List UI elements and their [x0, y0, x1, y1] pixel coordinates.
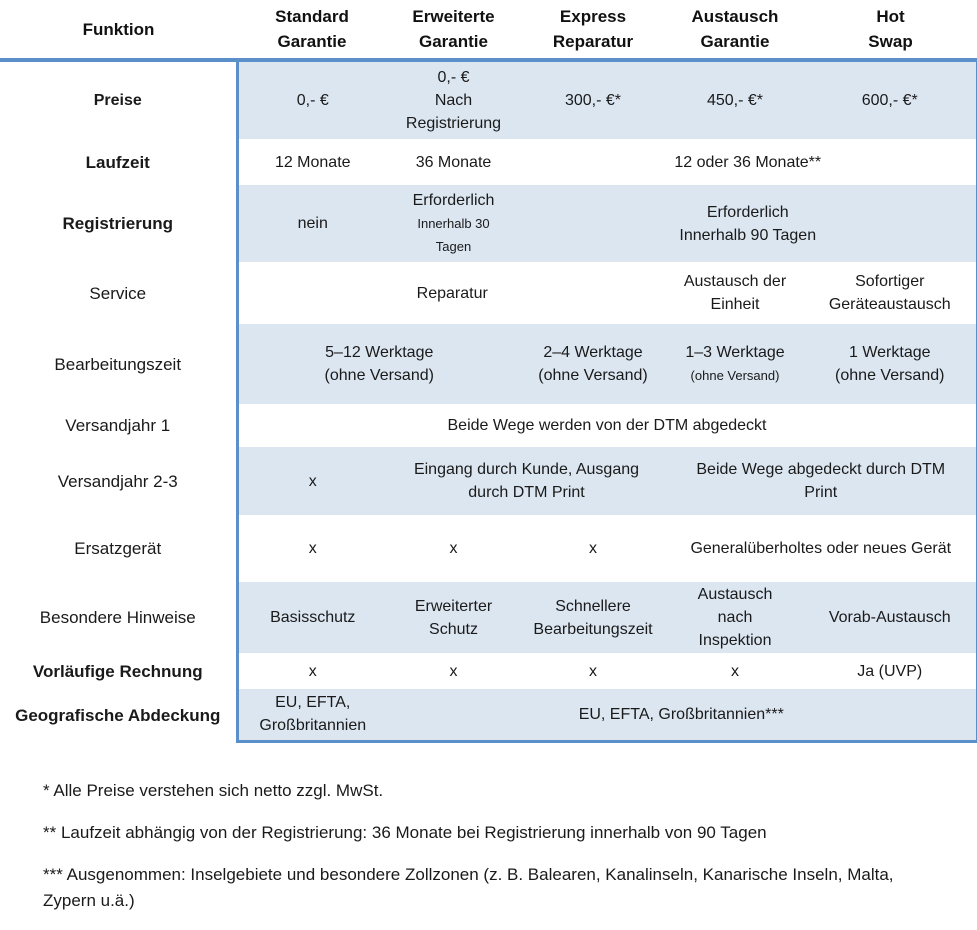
cell-hotswap: 600,- €* — [804, 60, 977, 139]
cell-hotswap: 1 Werktage (ohne Versand) — [804, 324, 977, 404]
cell-hotswap: Vorab-Austausch — [804, 582, 977, 653]
cell-erweiterte: Erweiterter Schutz — [387, 582, 520, 653]
cell-erweiterte: x — [449, 662, 458, 680]
cell-all: Beide Wege werden von der DTM abgedeckt — [237, 404, 977, 447]
row-label: Besondere Hinweise — [39, 608, 196, 627]
row-versandjahr-1 — [0, 404, 977, 447]
header-express-reparatur: Express Reparatur — [552, 7, 634, 51]
cell-standard: EU, EFTA, Großbritannien — [237, 689, 387, 741]
cell-standard: x — [237, 515, 387, 582]
row-label: Geografische Abdeckung — [15, 705, 221, 725]
cell-hotswap: Ja (UVP) — [804, 653, 977, 689]
cell-standard: 12 Monate — [237, 139, 387, 185]
header-austausch-garantie: Austausch Garantie — [691, 7, 779, 51]
cell-standard: x — [237, 653, 387, 689]
cell-express: 300,- €* — [520, 60, 666, 139]
cell-erweiterte-express: Eingang durch Kunde, Ausgang durch DTM Print — [387, 447, 666, 515]
cell-express-austausch-hotswap: 12 oder 36 Monate** — [520, 139, 977, 185]
cell-standard: 0,- € — [237, 60, 387, 139]
row-versandjahr-2-3 — [0, 447, 977, 515]
row-service — [0, 262, 977, 324]
cell-standard-erweiterte: 5–12 Werktage (ohne Versand) — [237, 324, 520, 404]
cell-express: x — [589, 662, 597, 680]
row-label: Service — [89, 283, 147, 303]
cell-standard: x — [237, 447, 387, 515]
cell-erweiterte: 36 Monate — [415, 153, 492, 171]
row-label: Versandjahr 2-3 — [57, 471, 178, 491]
header-erweiterte-garantie: Erweiterte Garantie — [412, 7, 495, 51]
row-label: Laufzeit — [85, 152, 150, 172]
cell-austausch-hotswap: Beide Wege abgedeckt durch DTM Print — [666, 447, 977, 515]
cell-express: x — [589, 540, 597, 557]
footnote-2: ** Laufzeit abhängig von der Registrierung: 36 Monate bei Registrierung innerhalb von 90 Tagen — [43, 823, 767, 842]
cell-standard: nein — [237, 185, 387, 262]
cell-erweiterte: 0,- € Nach Registrierung — [387, 60, 520, 139]
footnote-3: *** Ausgenommen: Inselgebiete und besondere Zollzonen (z. B. Balearen, Kanalinseln, Kanarische Inseln, Malta, Zypern u.ä.) — [43, 865, 894, 910]
cell-austausch: 450,- €* — [666, 60, 804, 139]
cell-erweiterte-express-austausch-hotswap: EU, EFTA, Großbritannien*** — [387, 689, 977, 741]
cell-austausch-hotswap: Generalüberholtes oder neues Gerät — [666, 515, 977, 582]
header-hot-swap: Hot Swap — [868, 7, 913, 51]
cell-standard-erweiterte-express: Reparatur — [237, 262, 666, 324]
cell-express: 2–4 Werktage (ohne Versand) — [520, 324, 666, 404]
footnote-1: * Alle Preise verstehen sich netto zzgl. MwSt. — [43, 781, 384, 800]
row-label: Versandjahr 1 — [65, 416, 171, 435]
row-label: Preise — [93, 92, 142, 109]
cell-austausch: Austausch der Einheit — [683, 273, 787, 313]
row-bearbeitungszeit — [0, 324, 977, 404]
cell-austausch: Austausch nach Inspektion — [666, 582, 804, 653]
row-besondere-hinweise — [0, 582, 977, 653]
row-vorlaeufige-rechnung — [0, 653, 977, 689]
header-funktion: Funktion — [82, 19, 155, 39]
header-standard-garantie: Standard Garantie — [275, 7, 349, 51]
cell-standard: Basisschutz — [237, 582, 387, 653]
row-registrierung — [0, 185, 977, 262]
row-label: Registrierung — [62, 214, 174, 233]
cell-erweiterte: Erforderlich Innerhalb 30 Tagen — [387, 185, 520, 262]
cell-austausch: x — [731, 662, 739, 680]
footnotes — [43, 778, 943, 930]
row-ersatzgeraet — [0, 515, 977, 582]
cell-austausch: 1–3 Werktage (ohne Versand) — [666, 324, 804, 404]
row-label: Ersatzgerät — [74, 539, 162, 558]
row-label: Bearbeitungszeit — [54, 354, 182, 374]
cell-erweiterte: x — [449, 540, 458, 557]
cell-express: Schnellere Bearbeitungszeit — [520, 582, 666, 653]
cell-express-austausch-hotswap: Erforderlich Innerhalb 90 Tagen — [520, 185, 977, 262]
row-laufzeit — [0, 139, 977, 185]
cell-hotswap: Sofortiger Geräteaustausch — [804, 262, 977, 324]
row-geografische-abdeckung — [0, 689, 977, 741]
row-preise — [0, 60, 977, 139]
row-label: Vorläufige Rechnung — [32, 661, 203, 681]
header-row — [0, 0, 977, 60]
